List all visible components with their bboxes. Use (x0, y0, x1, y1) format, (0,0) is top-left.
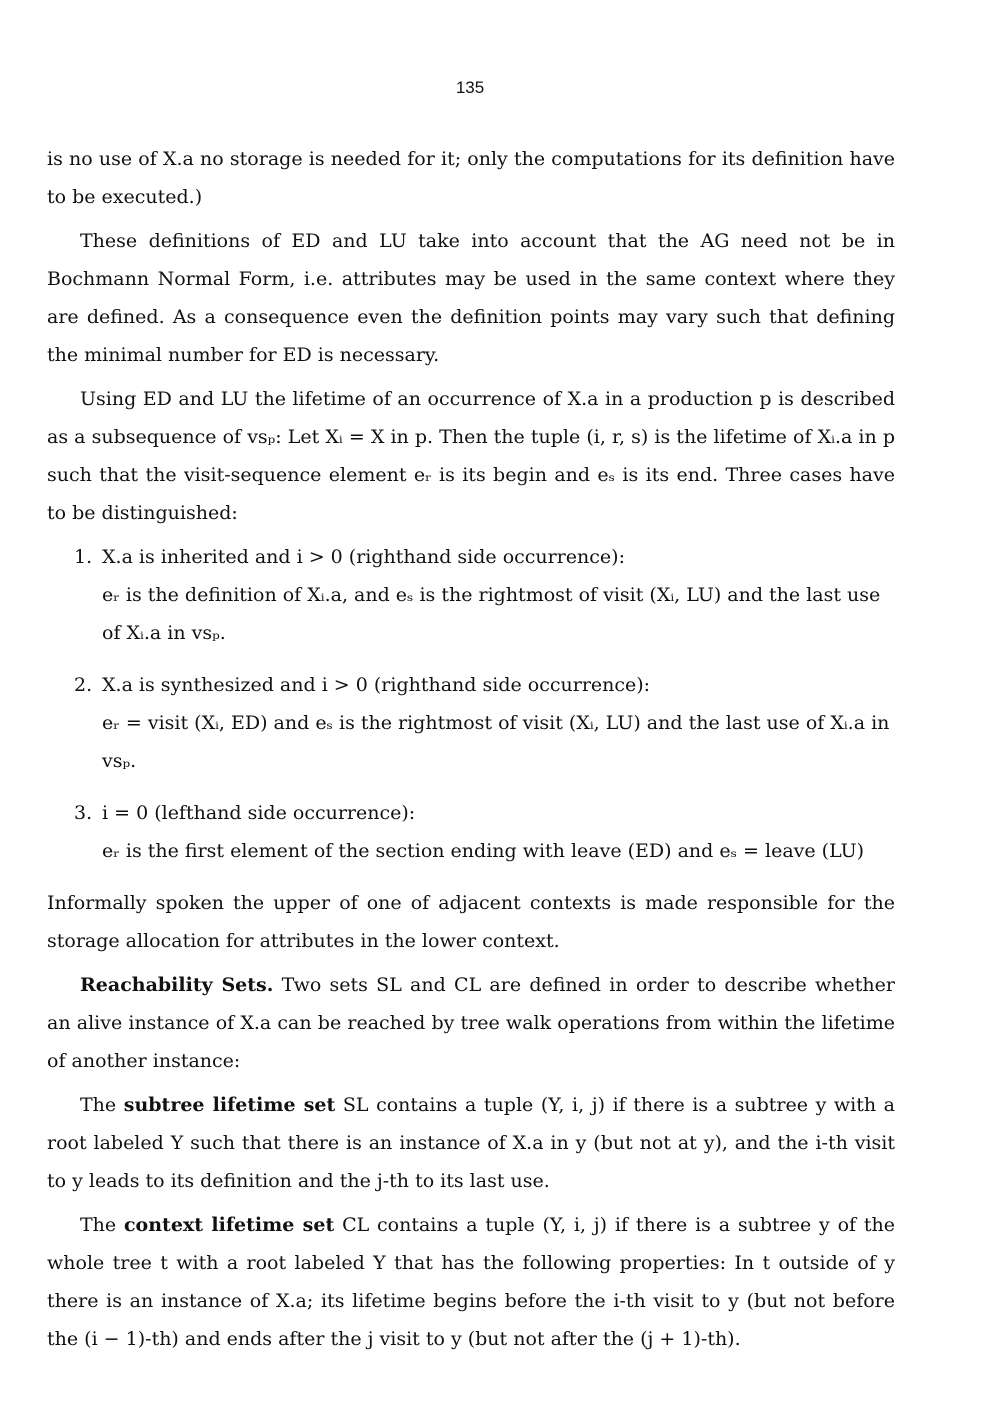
page-number: 135 (455, 78, 485, 97)
reachability-heading: Reachability Sets. (80, 974, 274, 996)
paragraph-informal: Informally spoken the upper of one of adjacent contexts is made responsible for the storage allocation for attributes in the lower context. (47, 892, 895, 952)
case-item (47, 666, 895, 780)
case-detail: eᵣ = visit (Xᵢ, ED) and eₛ is the rightmost of visit (Xᵢ, LU) and the last use of Xᵢ.a in vsₚ. (102, 712, 890, 772)
case-detail: eᵣ is the definition of Xᵢ.a, and eₛ is the rightmost of visit (Xᵢ, LU) and the last use of Xᵢ.a in vsₚ. (102, 584, 881, 644)
case-number: 1. (74, 546, 93, 568)
case-detail: eᵣ is the first element of the section ending with leave (ED) and eₛ = leave (LU) (102, 840, 865, 862)
paragraph-lifetime: Using ED and LU the lifetime of an occurrence of X.a in a production p is described as a subsequence of vsₚ: Let Xᵢ = X in p. Then the tuple (i, r, s) is the lifetime of Xᵢ.a in p such that the visit-sequence element eᵣ is its begin and eₛ is its end. Three cases have to be distinguished: (47, 388, 895, 524)
cases-list (47, 538, 895, 870)
paragraph-continuation: is no use of X.a no storage is needed for it; only the computations for its definition have to be executed.) (47, 148, 895, 208)
context-lifetime-term: context lifetime set (123, 1214, 335, 1236)
subtree-lifetime-text: SL contains a tuple (Y, i, j) if there is a subtree y with a root labeled Y such that there is an instance of X.a in y (but not at y), and the i-th visit to y leads to its definition and the j-th to its last use. (47, 1094, 896, 1192)
case-heading: i = 0 (lefthand side occurrence): (102, 802, 416, 824)
reachability-text: Two sets SL and CL are defined in order to describe whether an alive instance of X.a can be reached by tree walk operations from within the lifetime of another instance: (47, 974, 895, 1072)
paragraph-subtree-lifetime (47, 1086, 895, 1200)
case-item (47, 794, 895, 870)
subtree-lifetime-term: subtree lifetime set (123, 1094, 336, 1116)
case-item (47, 538, 895, 652)
paragraph-definitions: These definitions of ED and LU take into account that the AG need not be in Bochmann Normal Form, i.e. attributes may be used in the same context where they are defined. As a consequence even the definition points may vary such that defining the minimal number for ED is necessary. (47, 230, 895, 366)
sl-prefix: The (80, 1094, 117, 1116)
case-heading: X.a is inherited and i > 0 (righthand side occurrence): (102, 546, 625, 568)
paragraph-reachability (47, 966, 895, 1080)
paragraph-context-lifetime (47, 1206, 895, 1358)
cl-prefix: The (80, 1214, 117, 1236)
context-lifetime-text: CL contains a tuple (Y, i, j) if there is a subtree y of the whole tree t with a root labeled Y that has the following properties: In t outside of y there is an instance of X.a; its lifetime begins before the i-th visit to y (but not before the (i − 1)-th) and ends after the j visit to y (but not after the (j + 1)-th). (47, 1214, 895, 1350)
page-body (47, 140, 895, 1364)
case-number: 3. (74, 802, 93, 824)
case-number: 2. (74, 674, 93, 696)
case-heading: X.a is synthesized and i > 0 (righthand side occurrence): (102, 674, 651, 696)
